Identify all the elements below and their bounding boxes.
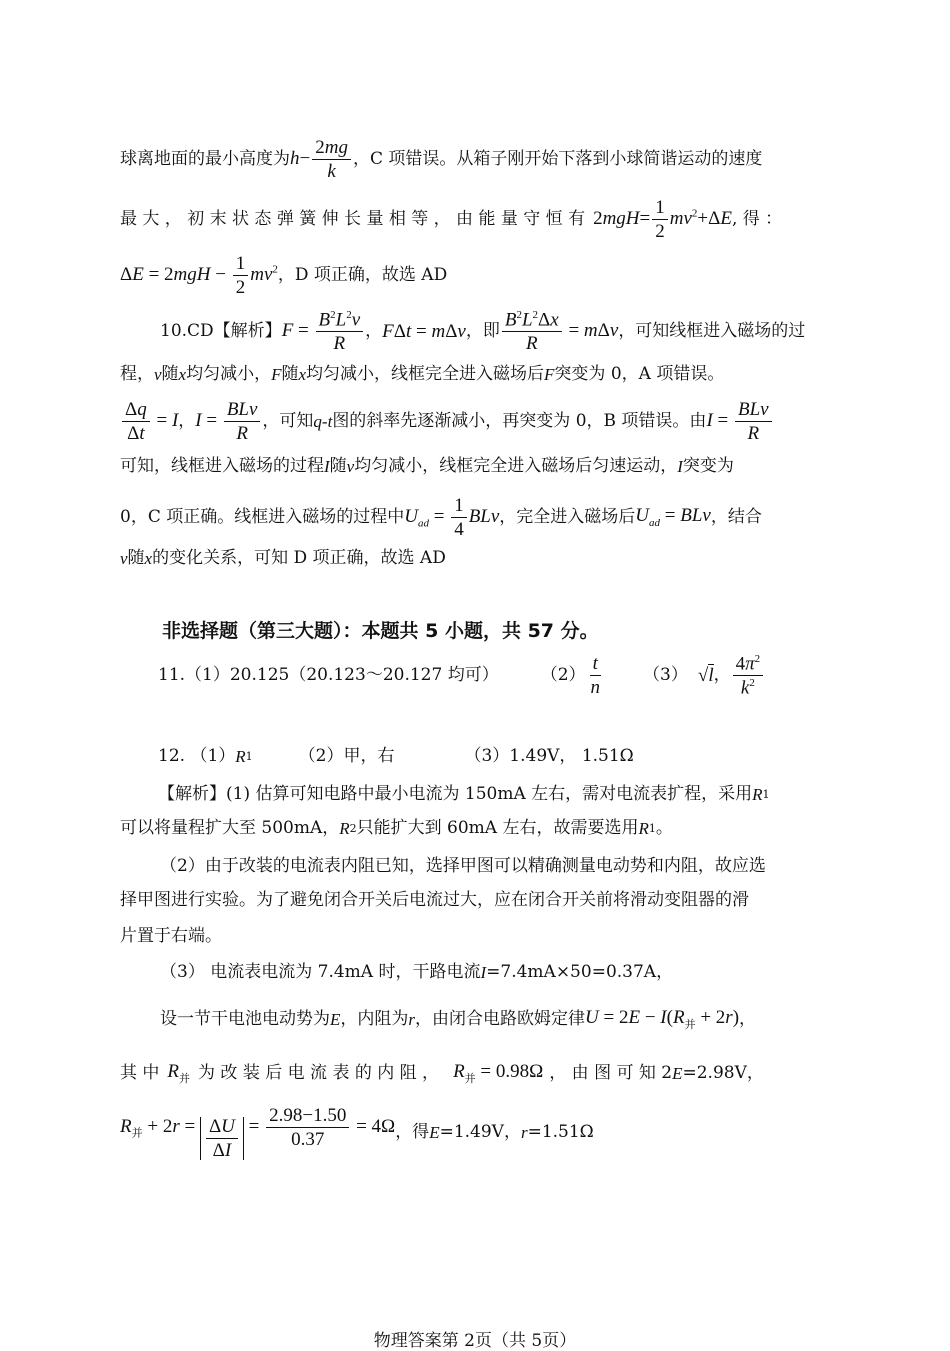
- formula-current-2: I = $\frac{\text{BLv}}{R}$: [706, 400, 773, 443]
- formula-uad-inside: $U_{ad}$ = BLv: [635, 505, 711, 529]
- analysis-8: 其 中 $R_并$ 为 改 装 后 电 流 表 的 内 阻 ， $R_并 = 0.98\Omega$ ， 由 图 可 知 2 E =2.98V，: [120, 1061, 764, 1085]
- formula-ohm-law: $U = 2E - I(R_并 + 2r)$: [585, 1007, 740, 1031]
- formula-dq-dt: $\frac{\Delta q}{\Delta t}$ = I: [120, 400, 178, 443]
- formula-current: I = $\frac{\text{BLv}}{R}$: [195, 400, 262, 443]
- line-6: $\frac{\Delta q}{\Delta t}$ = I ， I = $\frac{\text{BLv}}{R}$ ，可知 q-t 图的斜率先逐渐减小，再突变为 0，B 项错误。由 I = $\frac{\text{BLv}}{R}$: [120, 400, 832, 443]
- formula-energy-conservation: 2mgH= $\frac{1}{2}$ $mv^2+\Delta E$: [593, 197, 732, 242]
- section-heading: 非选择题（第三大题）：本题共 5 小题，共 57 分。: [162, 620, 599, 642]
- analysis-7: 设一节干电池电动势为 E ，内阻为 r ，由闭合电路欧姆定律 $U = 2E - I(R_并 + 2r)$ ，: [160, 1007, 757, 1031]
- analysis-1: 【解析】(1) 估算可知电路中最小电流为 150mA 左右，需对电流表扩程，采用 R 1: [158, 784, 770, 804]
- formula-delta-e: ΔE = 2mgH − $\frac{1}{2}$ $mv^2$: [120, 253, 278, 298]
- analysis-4: 择甲图进行实验。为了避免闭合开关后电流过大，应在闭合开关前将滑动变阻器的滑: [120, 890, 749, 910]
- formula-period: $\frac{t}{n}$: [590, 653, 601, 699]
- line-5: 程， v 随 x 均匀减小， F 随 x 均匀减小，线框完全进入磁场后 F 突变为 0，A 项错误。: [120, 364, 725, 384]
- formula-momentum-change: $\frac{B^2L^2\Delta x}{R}$ = mΔv: [500, 310, 618, 353]
- analysis-9: $R_并 + 2r$ = $\frac{\Delta U}{\Delta I}$ = $\frac{2.98-1.50}{0.37}$ = 4Ω ，得 E =1.49V， r =1.51Ω: [120, 1105, 594, 1161]
- page-footer: 物理答案第 2页（共 5页）: [373, 1331, 577, 1351]
- analysis-2: 可以将量程扩大至 500mA， R 2 只能扩大到 60mA 左右，故需要选用 R 1 。: [120, 818, 673, 838]
- line-9: v 随 x 的变化关系，可知 D 项正确，故选 AD: [120, 548, 446, 568]
- line-4: 10.CD【解析】 F = $\frac{B^2L^2v}{R}$ ， FΔt = mΔv ，即 $\frac{B^2L^2\Delta x}{R}$ = mΔv ，可知线框进入磁场的过: [160, 309, 806, 355]
- formula-min-height: h− $\frac{2mg}{k}$: [290, 138, 353, 181]
- answer-12: 12. （1） R 1 （2）甲，右 （3）1.49V， 1.51Ω: [158, 746, 634, 766]
- analysis-5: 片置于右端。: [120, 926, 222, 946]
- formula-r-parallel-value: $R_并 = 0.98\Omega$: [453, 1061, 544, 1085]
- formula-r-parallel: $R_并$: [167, 1061, 191, 1085]
- formula-impulse: FΔt = mΔv: [382, 321, 466, 343]
- answer-11: 11.（1）20.125（20.123～20.127 均可） （2） $\frac{t}{n}$ （3） √l ， $\frac{4\pi^2}{k^2}$: [158, 654, 870, 698]
- line-2: 最 大 ， 初 末 状 态 弹 簧 伸 长 量 相 等 ， 由 能 量 守 恒 有 2mgH= $\frac{1}{2}$ $mv^2+\Delta E$ , 得 ：: [120, 197, 783, 242]
- formula-uad-entering: $U_{ad}$ = $\frac{1}{4}$ BLv: [404, 495, 500, 540]
- analysis-6: （3） 电流表电流为 7.4mA 时，干路电流 I =7.4mA×50=0.37A，: [160, 962, 674, 982]
- formula-g-expression: $\frac{4\pi^2}{k^2}$: [731, 654, 766, 698]
- formula-force: F = $\frac{B^2L^2v}{R}$: [282, 310, 365, 353]
- line-8: 0，C 项正确。线框进入磁场的过程中 $U_{ad}$ = $\frac{1}{4}$ BLv ，完全进入磁场后 $U_{ad}$ = BLv ，结合: [120, 495, 762, 540]
- analysis-3: （2）由于改装的电流表内阻已知，选择甲图可以精确测量电动势和内阻，故应选: [160, 856, 766, 876]
- line-7: 可知，线框进入磁场的过程 I 随 v 均匀减小，线框完全进入磁场后匀速运动， I 突变为: [120, 456, 734, 476]
- formula-slope: $R_并 + 2r$ = $\frac{\Delta U}{\Delta I}$ = $\frac{2.98-1.50}{0.37}$ = 4Ω: [120, 1105, 396, 1161]
- formula-sqrt-l: √l: [697, 665, 714, 687]
- line-3: ΔE = 2mgH − $\frac{1}{2}$ $mv^2$ ，D 项正确，故选 AD: [120, 253, 448, 298]
- line-1: 球离地面的最小高度为 h− $\frac{2mg}{k}$ ，C 项错误。从箱子刚开始下落到小球简谐运动的速度: [120, 137, 763, 182]
